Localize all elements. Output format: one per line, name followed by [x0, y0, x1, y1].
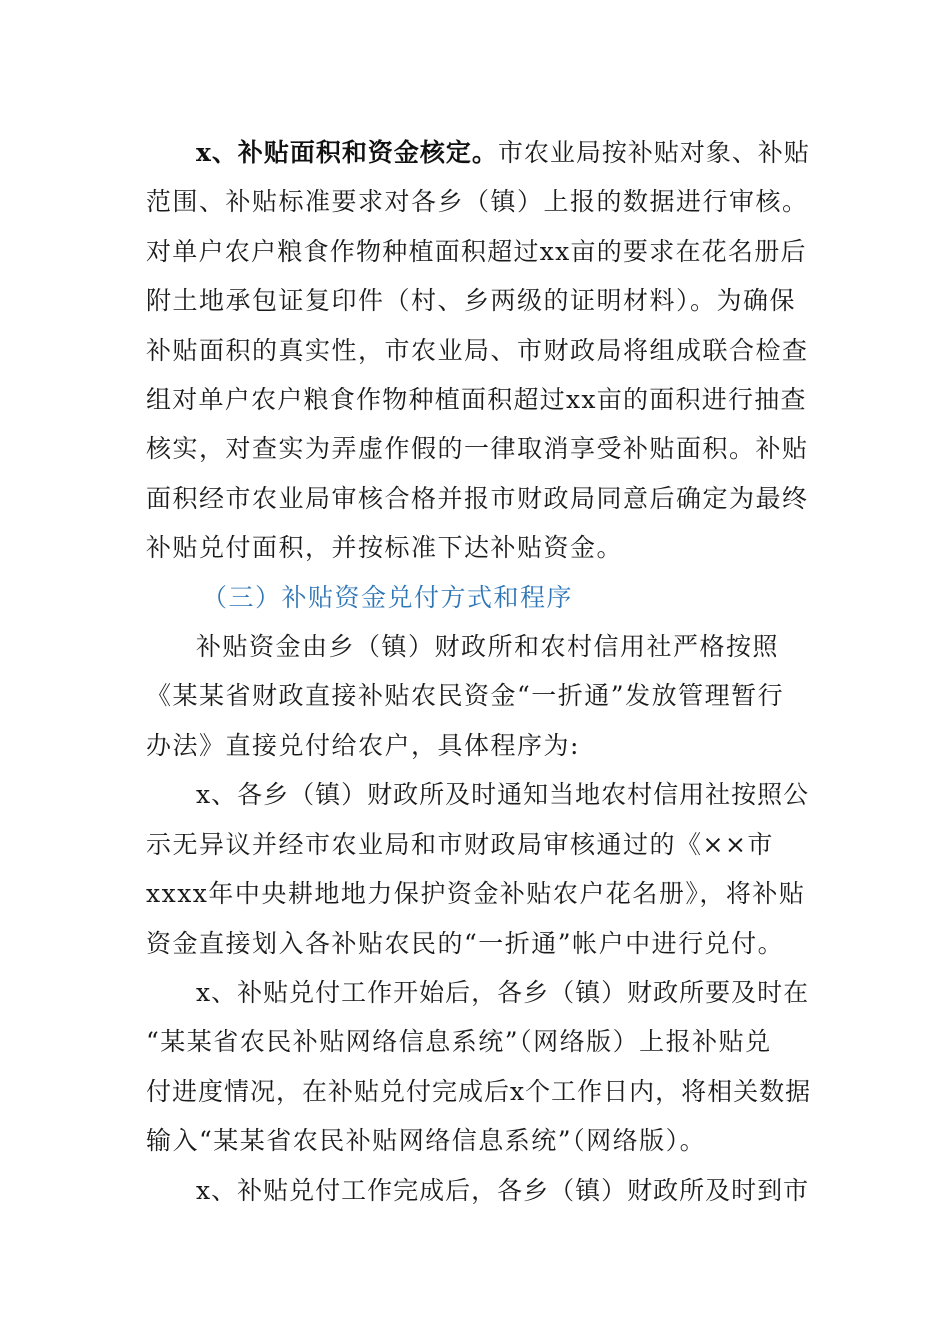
- text-line: x、各乡（镇）财政所及时通知当地农村信用社按照公: [196, 780, 810, 810]
- text-line: 示无异议并经市农业局和市财政局审核通过的《××市: [146, 829, 774, 859]
- text-line: x、补贴兑付工作完成后，各乡（镇）财政所及时到市: [196, 1175, 810, 1205]
- paragraph-subsidy-area-verification: [146, 128, 812, 573]
- text-line: x、补贴面积和资金核定。市农业局按补贴对象、补贴: [196, 138, 810, 167]
- text-line: 补贴兑付面积，并按标准下达补贴资金。: [146, 533, 624, 563]
- paragraph-step-completion: [146, 1166, 812, 1215]
- text-line: 《某某省财政直接补贴农民资金“一折通”发放管理暂行: [146, 681, 785, 711]
- text-line: 对单户农户粮食作物种植面积超过xx亩的要求在花名册后: [146, 236, 807, 266]
- paragraph-payment-procedure-intro: [146, 622, 812, 770]
- text-line: 核实，对查实为弄虚作假的一律取消享受补贴面积。补贴: [146, 434, 809, 464]
- section-lead: x、补贴面积和资金核定。: [196, 138, 498, 167]
- text-line: 补贴资金由乡（镇）财政所和农村信用社严格按照: [196, 632, 780, 662]
- text-line: 资金直接划入各补贴农民的“一折通”帐户中进行兑付。: [146, 928, 785, 958]
- text-line: 付进度情况，在补贴兑付完成后x个工作日内，将相关数据: [146, 1076, 812, 1106]
- text-line: x、补贴兑付工作开始后，各乡（镇）财政所要及时在: [196, 977, 810, 1007]
- section-heading-3: （三）补贴资金兑付方式和程序: [202, 582, 574, 612]
- text-line: 面积经市农业局审核合格并报市财政局同意后确定为最终: [146, 483, 809, 513]
- text-line: 补贴面积的真实性，市农业局、市财政局将组成联合检查: [146, 335, 809, 365]
- text-line: 输入“某某省农民补贴网络信息系统”（网络版）。: [146, 1126, 707, 1156]
- paragraph-step-notify-credit-union: [146, 770, 812, 968]
- text-line: 范围、补贴标准要求对各乡（镇）上报的数据进行审核。: [146, 187, 809, 217]
- text-line: 附土地承包证复印件（村、乡两级的证明材料）。为确保: [146, 286, 797, 316]
- text-line: 办法》直接兑付给农户，具体程序为:: [146, 730, 580, 760]
- text-line: 组对单户农户粮食作物种植面积超过xx亩的面积进行抽查: [146, 385, 807, 415]
- paragraph-step-report-progress: [146, 968, 812, 1166]
- text-line: xxxx年中央耕地地力保护资金补贴农户花名册》，将补贴: [146, 879, 806, 909]
- text-line: “某某省农民补贴网络信息系统”（网络版）上报补贴兑: [146, 1027, 772, 1057]
- document-body: [146, 128, 812, 1215]
